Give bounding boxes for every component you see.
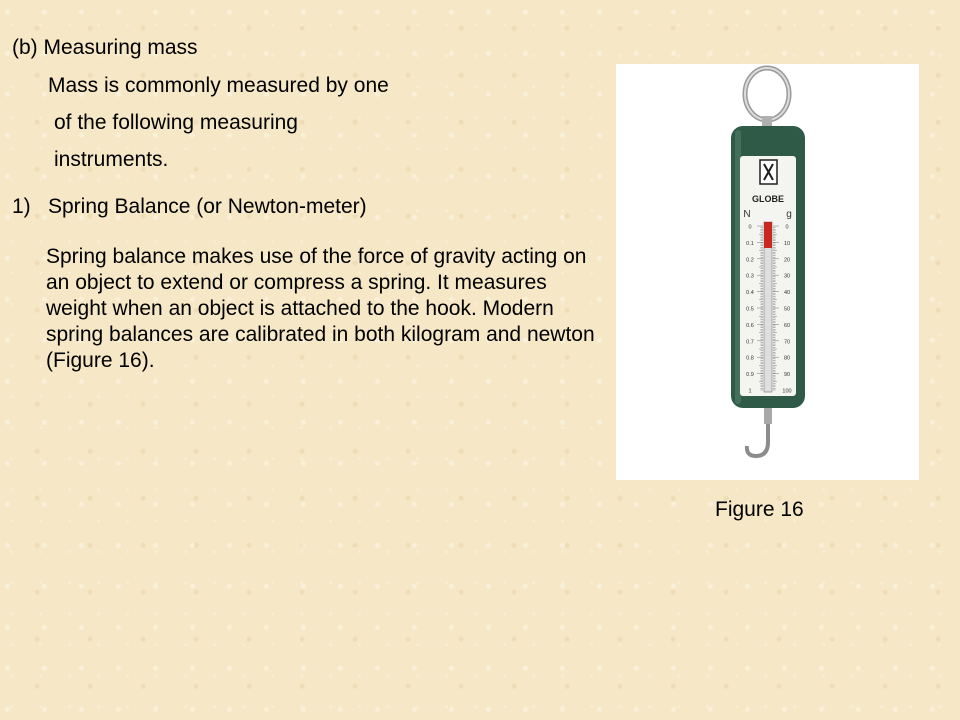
left-scale-label: 0.3: [746, 273, 754, 280]
left-scale-label: 0.9: [746, 372, 754, 379]
right-scale-label: 40: [783, 290, 791, 297]
right-unit-label: g: [786, 209, 792, 220]
left-scale-label: 0.5: [746, 306, 754, 313]
intro-line-1: Mass is commonly measured by one: [48, 74, 389, 97]
hook-icon: [747, 424, 768, 456]
left-scale-label: 0.1: [746, 240, 754, 247]
left-scale-label: 0: [748, 224, 752, 231]
right-scale-label: 70: [783, 339, 791, 346]
intro-line-2: of the following measuring: [54, 111, 298, 134]
left-scale-label: 1: [748, 388, 752, 395]
list-item-number: 1): [12, 195, 31, 218]
left-scale-label: 0.2: [746, 257, 754, 264]
left-scale-label: 0.8: [746, 355, 754, 362]
right-scale-label: 30: [783, 273, 791, 280]
indicator-bar: [764, 222, 772, 248]
left-unit-label: N: [743, 209, 751, 220]
spring-balance-image: [616, 64, 919, 480]
right-scale-label: 10: [783, 240, 791, 247]
right-scale-label: 100: [782, 388, 792, 395]
spring-balance-icon: [616, 64, 919, 480]
list-item-title: Spring Balance (or Newton-meter): [48, 195, 367, 218]
right-scale-label: 0: [785, 224, 789, 231]
right-scale-label: 60: [783, 322, 791, 329]
left-scale-label: 0.6: [746, 322, 754, 329]
intro-line-3: instruments.: [54, 148, 169, 171]
right-scale-label: 20: [783, 257, 791, 264]
top-ring-highlight: [745, 68, 789, 120]
right-scale-label: 80: [783, 355, 791, 362]
right-scale-label: 90: [783, 372, 791, 379]
brand-label: GLOBE: [751, 194, 785, 204]
left-scale-label: 0.4: [746, 290, 754, 297]
right-scale-label: 50: [783, 306, 791, 313]
left-scale-label: 0.7: [746, 339, 754, 346]
section-heading: (b) Measuring mass: [12, 36, 198, 59]
figure-caption: Figure 16: [715, 498, 804, 521]
description-paragraph: Spring balance makes use of the force of gravity acting on an object to extend or compress a spring. It measures weight when an object is attached to the hook. Modern spring balances are calibrated in both kilogram and newton (Figure 16).: [46, 245, 595, 372]
hook-stem: [764, 408, 772, 424]
